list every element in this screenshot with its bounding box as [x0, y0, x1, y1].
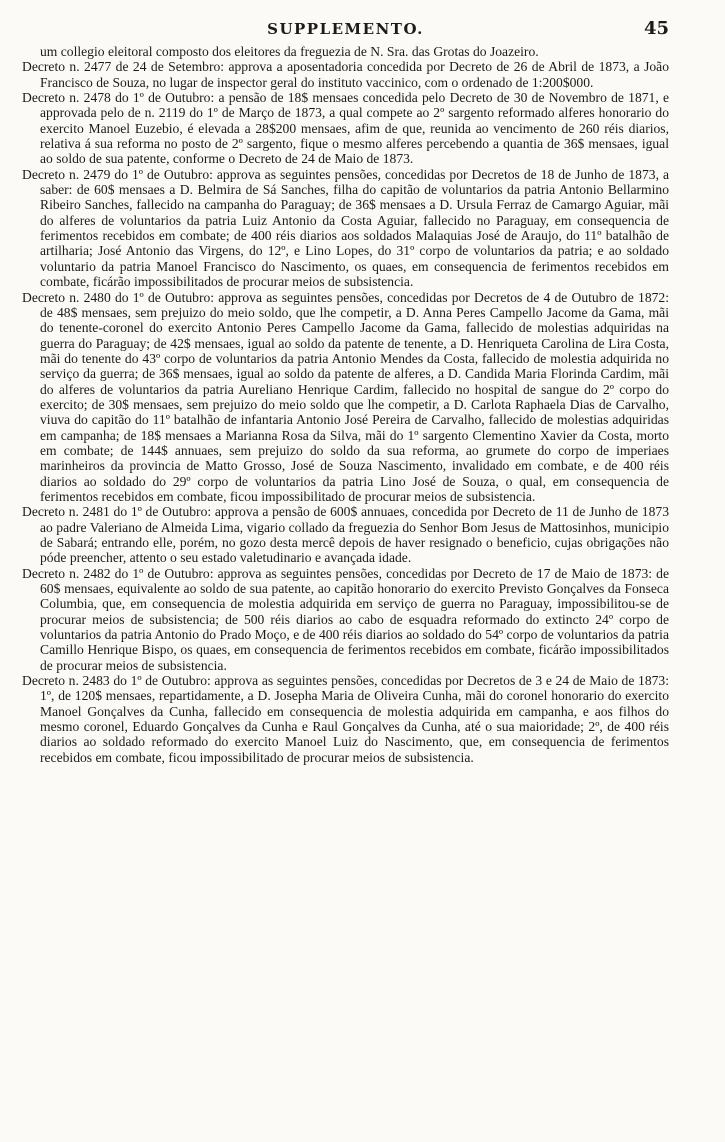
decree-2482: Decreto n. 2482 do 1º de Outubro: approva as seguintes pensões, concedidas por Decreto de 17 de Maio de 1873: de 60$ mensaes, equivalente ao soldo de sua patente, ao capitão honorario do exercito Previsto Gonçalves da Fonseca Columbia, que, em consequencia de molestia adquirida em serviço de guerra no Paraguay, impossibilitou-se de procurar meios de subsistencia; de 500 réis diarios ao cabo de esquadra reformado do extincto 24º corpo de voluntarios da patria Antonio do Prado Moço, e de 400 réis diarios ao soldado do 54º corpo de voluntarios da patria Camillo Henrique Bispo, os quaes, em consequencia de ferimentos recebidos em combate, ficárão impossibilitados de procurar meios de subsistencia. [22, 565, 669, 673]
decree-2480: Decreto n. 2480 do 1º de Outubro: approva as seguintes pensões, concedidas por Decretos de 4 de Outubro de 1872: de 48$ mensaes, sem prejuizo do meio soldo, que lhe competir, a D. Anna Peres Campello Jacome da Gama, mãi do tenente-coronel do exercito Antonio Peres Campello Jacome da Gama, fallecido de molestias adquiridas na guerra do Paraguay; de 42$ mensaes, igual ao soldo da patente de tenente, a D. Henriqueta Carolina de Lira Costa, mãi do tenente do 43º corpo de voluntarios da patria Antonio Mendes da Costa, fallecido de molestia adquirida no serviço da guerra; de 36$ mensaes, igual ao soldo da patente de alferes, a D. Candida Maria Florinda Cardim, mãi do alferes de voluntarios da patria Aureliano Henrique Cardim, fallecido no hospital de sangue do 2º corpo do exercito; de 30$ mensaes, sem prejuizo do meio soldo que lhe competir, a D. Carlota Raphaela Dias de Carvalho, viuva do capitão do 11º batalhão de infantaria Antonio José Pereira de Carvalho, fallecido de molestias adquiridas em campanha; de 18$ mensaes a Marianna Rosa da Silva, mãi do 1º sargento Clementino Xavier da Costa, morto em combate; de 144$ annuaes, sem prejuizo do soldo da sua reforma, ao grumete do corpo de imperiaes marinheiros da provincia de Matto Grosso, José de Souza Nascimento, invalidado em combate, e de 400 réis diarios ao soldado do 29º corpo de voluntarios da patria Lino José de Souza, o qual, em consequencia de ferimentos recebidos em combate, ficou impossibilitado de procurar meios de subsistencia. [22, 289, 669, 504]
decree-2479: Decreto n. 2479 do 1º de Outubro: approva as seguintes pensões, concedidas por Decretos de 18 de Junho de 1873, a saber: de 60$ mensaes a D. Belmira de Sá Sanches, filha do capitão de voluntarios da patria Antonio Bellarmino Ribeiro Sanches, fallecido na campanha do Paraguay; de 36$ mensaes a D. Ursula Ferraz de Camargo Aguiar, mãi do alferes de voluntarios da patria Luiz Antonio da Costa Aguiar, fallecido no Paraguay, em consequencia de ferimentos recebidos em combate; de 400 réis diarios aos soldados Malaquias José de Araujo, do 11º batalhão de artilharia; José Antonio das Virgens, do 12º, e Lino Lopes, do 31º corpo de voluntarios da patria; e ao soldado voluntario da patria Manoel Francisco do Nascimento, os quaes, em consequencia de ferimentos recebidos em combate, ficárão impossibilitados de procurar meios de subsistencia. [22, 166, 669, 290]
running-title: SUPPLEMENTO. [267, 20, 424, 38]
decree-2483: Decreto n. 2483 do 1º de Outubro: approva as seguintes pensões, concedidas por Decretos de 3 e 24 de Maio de 1873: 1º, de 120$ mensaes, repartidamente, a D. Josepha Maria de Oliveira Cunha, mãi do coronel honorario do exercito Manoel Gonçalves da Cunha, fallecido em consequencia de molestia adquirida em campanha, e aos filhos do mesmo coronel, Eduardo Gonçalves da Cunha e Raul Gonçalves da Cunha, até o sua maioridade; 2º, de 400 réis diarios ao soldado reformado do exercito Manoel Luiz do Nascimento, que, em consequencia de ferimentos recebidos em combate, ficou impossibilitado de procurar meios de subsistencia. [22, 673, 669, 765]
decree-2477: Decreto n. 2477 de 24 de Setembro: approva a aposentadoria concedida por Decreto de 26 de Abril de 1873, a João Francisco de Souza, no lugar de inspector geral do instituto vaccinico, com o ordenado de 1:200$000. [22, 59, 669, 90]
document-body [22, 44, 669, 765]
page-number: 45 [643, 18, 669, 39]
page-header [22, 14, 669, 44]
decree-2478: Decreto n. 2478 do 1º de Outubro: a pensão de 18$ mensaes concedida pelo Decreto de 30 de Novembro de 1871, e approvada pelo de n. 2119 do 1º de Março de 1873, a qual compete ao 2º sargento reformado alferes honorario do exercito Manoel Euzebio, é elevada a 28$200 mensaes, afim de que, reunida ao vencimento de 260 réis diarios, relativa á sua reforma no posto de 2º sargento, fique o mesmo alferes percebendo a quantia de 36$ mensaes, igual ao soldo de sua patente, conforme o Decreto de 24 de Maio de 1873. [22, 90, 669, 167]
decree-2481: Decreto n. 2481 do 1º de Outubro: approva a pensão de 600$ annuaes, concedida por Decreto de 11 de Junho de 1873 ao padre Valeriano de Almeida Lima, vigario collado da freguezia do Senhor Bom Jesus de Mattosinhos, municipio de Sabará; entrando elle, porém, no gozo desta mercê depois de haver resignado o beneficio, cujas obrigações não póde preencher, attento o seu estado valetudinario e avançada idade. [22, 504, 669, 566]
continuation-text: um collegio eleitoral composto dos eleitores da freguezia de N. Sra. das Grotas do Joazeiro. [40, 44, 539, 59]
